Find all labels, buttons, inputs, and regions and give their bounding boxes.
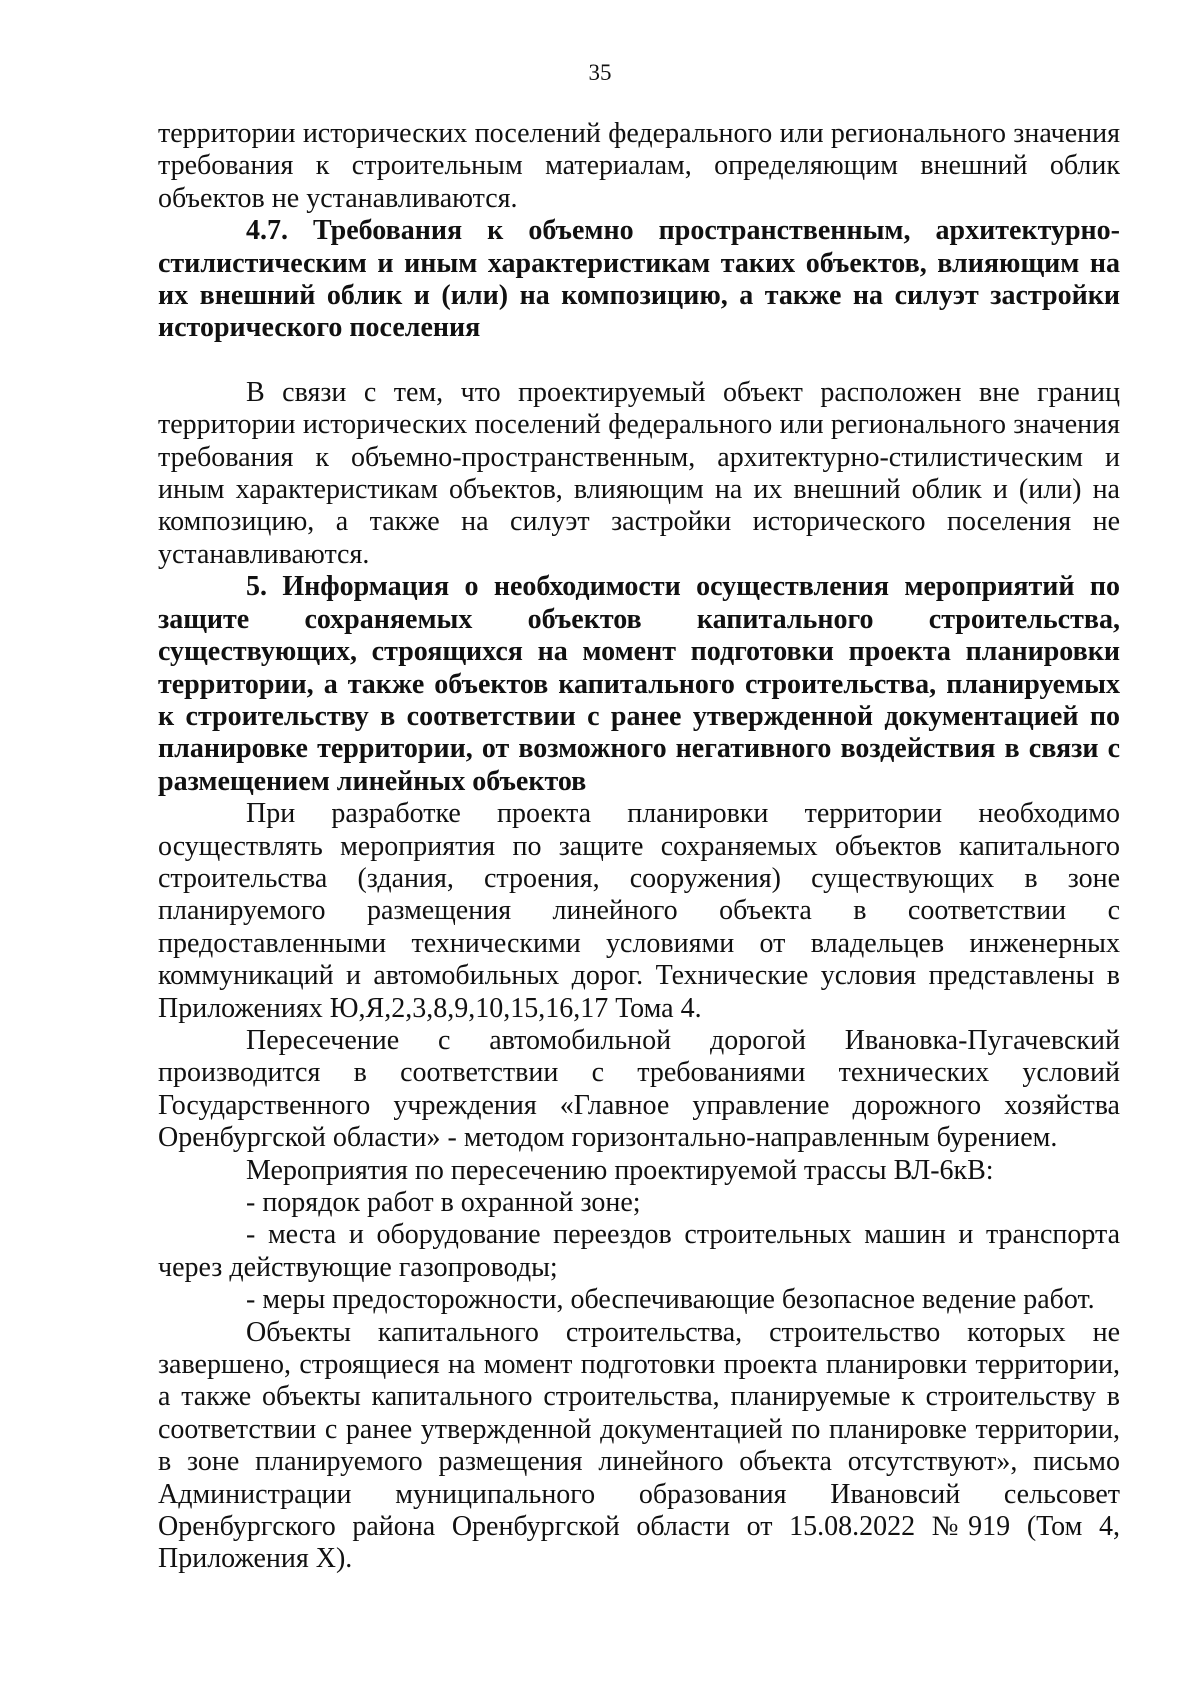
paragraph-protection-measures: При разработке проекта планировки территории необходимо осуществлять мероприятия по защите сохраняемых объектов капитального строительства (здания, строения, сооружения) существующих в зоне планируемого размещения линейного объекта в соответствии с предоставленными техническими условиями от владельцев инженерных коммуникаций и автомобильных дорог. Технические условия представлены в Приложениях Ю,Я,2,3,8,9,10,15,16,17 Тома 4. [158, 798, 1120, 1024]
page-number: 35 [588, 60, 612, 85]
paragraph-crossing-measures-intro: Мероприятия по пересечению проектируемой трассы ВЛ-6кВ: [246, 1154, 994, 1186]
list-item-precautions: - меры предосторожности, обеспечивающие безопасное ведение работ. [246, 1284, 1095, 1316]
list-item-crossings: - места и оборудование переездов строительных машин и транспорта через действующие газопроводы; [158, 1219, 1120, 1283]
page-content [158, 118, 1120, 1576]
paragraph-intro-continuation: территории исторических поселений федерального или регионального значения требования к строительным материалам, определяющим внешний облик объектов не устанавливаются. [158, 118, 1120, 214]
paragraph-road-crossing: Пересечение с автомобильной дорогой Ивановка-Пугачевский производится в соответствии с требованиями технических условий Государственного учреждения «Главное управление дорожного хозяйства Оренбургской области» - методом горизонтально-направленным бурением. [158, 1024, 1120, 1154]
section-heading-4-7: 4.7. Требования к объемно пространственным, архитектурно-стилистическим и иным характеристикам таких объектов, влияющим на их внешний облик и (или) на композицию, а также на силуэт застройки исторического поселения [158, 215, 1120, 344]
paragraph-capital-objects: Объекты капитального строительства, строительство которых не завершено, строящиеся на момент подготовки проекта планировки территории, а также объекты капитального строительства, планируемые к строительству в соответствии с ранее утвержденной документацией по планировке территории, в зоне планируемого размещения линейного объекта отсутствуют», письмо Администрации муниципального образования Ивановсий сельсовет Оренбургского района Оренбургской области от 15.08.2022 №919 (Том 4, Приложения Х). [158, 1316, 1120, 1575]
section-heading-5: 5. Информация о необходимости осуществления мероприятий по защите сохраняемых объектов капитального строительства, существующих, строящихся на момент подготовки проекта планировки территории, а также объектов капитального строительства, планируемых к строительству в соответствии с ранее утвержденной документацией по планировке территории, от возможного негативного воздействия в связи с размещением линейных объектов [158, 571, 1120, 797]
list-item-work-order: - порядок работ в охранной зоне; [246, 1187, 641, 1218]
blank-line [158, 345, 1120, 377]
paragraph-4-7-body: В связи с тем, что проектируемый объект расположен вне границ территории исторических поселений федерального или регионального значения требования к объемно-пространственным, архитектурно-стилистическим и иным характеристикам объектов, влияющим на их внешний облик и (или) на композицию, а также на силуэт застройки исторического поселения не устанавливаются. [158, 376, 1120, 570]
